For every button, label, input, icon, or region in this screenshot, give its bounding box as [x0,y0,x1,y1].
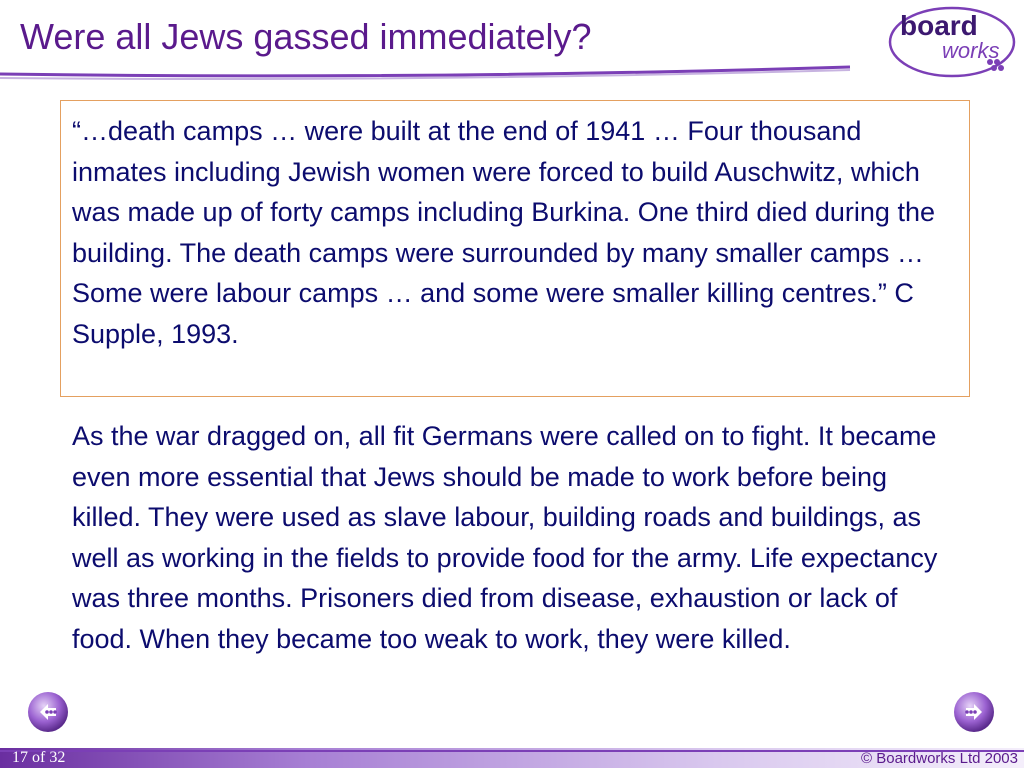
logo-text-works: works [942,38,1000,63]
previous-slide-button[interactable] [26,690,70,734]
copyright-notice: © Boardworks Ltd 2003 [861,750,1018,767]
slide-title: Were all Jews gassed immediately? [20,16,592,57]
next-slide-button[interactable] [952,690,996,734]
title-underline [0,62,1024,88]
quote-box [60,100,970,397]
body-text: As the war dragged on, all fit Germans were called on to fight. It became even more essential that Jews should be made to work before being killed. They were used as slave labour, building roads and buildings, as well as working in the fields to provide food for the army. Life expectancy was three months. Prisoners died from disease, exhaustion or lack of food. When they became too weak to work, they were killed. [72,421,938,654]
right-arrow-icon [952,690,996,734]
left-arrow-icon [26,690,70,734]
boardworks-logo [886,4,1020,80]
slide-number: 17 of 32 [12,749,66,766]
quote-text: “…death camps … were built at the end of 1941 … Four thousand inmates including Jewish women were forced to build Auschwitz, which was made up of forty camps including Burkina. One third died during the building. The death camps were surrounded by many smaller camps … Some were labour camps … and some were smaller killing centres.” C Supple, 1993. [72,116,935,349]
logo-text-board: board [900,10,978,41]
